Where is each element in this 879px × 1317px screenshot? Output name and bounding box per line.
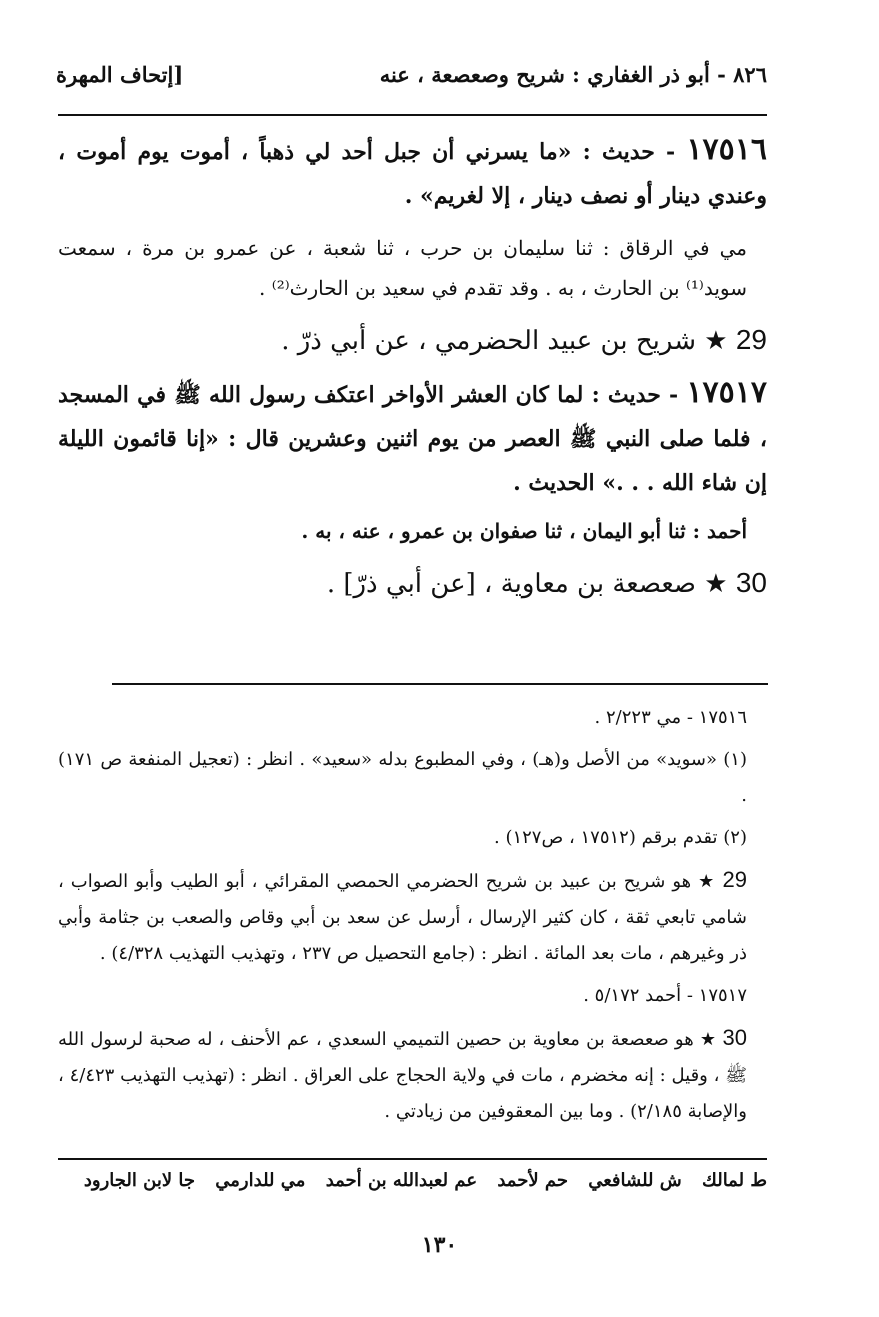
hadith-text: - حديث : لما كان العشر الأواخر اعتكف رسول الله ﷺ في المسجد ، فلما صلى النبي ﷺ العصر من يوم اثنين وعشرين قال : «إنا قائمون الليلة إن شاء الله . . .» الحديث . [58,382,767,496]
page-number: ١٣٠ [421,1232,458,1258]
hadith-number: ١٧٥١٦ [686,132,767,167]
header-book-title: [إتحاف المهرة [56,62,184,87]
narrator-name: صعصعة بن معاوية ، [عن أبي ذرّ] . [326,569,696,599]
legend-rule [58,1158,767,1160]
footnote-number: 29 [722,867,747,892]
hadith-number: ١٧٥١٧ [686,375,767,410]
legend-item: حم لأحمد [497,1170,568,1191]
abbreviation-legend [58,1170,767,1191]
hadith-17517 [58,371,767,505]
hadith-17516 [58,128,767,218]
hadith-isnad: مي في الرقاق : ثنا سليمان بن حرب ، ثنا شعبة ، عن عمرو بن مرة ، سمعت سويد⁽¹⁾ بن الحارث ، به . وقد تقدم في سعيد بن الحارث⁽²⁾ . [58,236,747,300]
footnote-number: 30 [722,1025,747,1050]
star-icon: ★ [704,569,728,599]
footnotes [58,700,767,1136]
narrator-number: 29 [735,324,767,355]
narrator-heading-29 [58,312,767,369]
legend-item: مي للدارمي [215,1170,306,1191]
footnote-2: (٢) تقدم برقم (١٧٥١٢ ، ص١٢٧) . [494,827,747,848]
header-rule [58,114,767,116]
legend-item: ش للشافعي [588,1170,682,1191]
footnote-source: ١٧٥١٦ - مي ٢/٢٢٣ . [594,707,747,728]
legend-item: عم لعبدالله بن أحمد [325,1170,478,1191]
hadith-text: - حديث : «ما يسرني أن جبل أحد لي ذهباً ، أموت يوم أموت ، وعندي دينار أو نصف دينار ، إلا لغريم» . [58,139,767,209]
footnote-narrator-30 [58,1020,767,1130]
hadith-isnad: أحمد : ثنا أبو اليمان ، ثنا صفوان بن عمرو ، عنه ، به . [301,519,747,543]
narrator-name: شريح بن عبيد الحضرمي ، عن أبي ذرّ . [281,326,696,356]
narrator-number: 30 [735,567,767,598]
footnote-1: (١) «سويد» من الأصل و(هـ) ، وفي المطبوع بدله «سعيد» . انظر : (تعجيل المنفعة ص ١٧١) . [58,749,747,806]
legend-item: ط لمالك [702,1170,767,1191]
star-icon: ★ [699,1029,717,1050]
footnote-source: ١٧٥١٧ - أحمد ٥/١٧٢ . [583,985,747,1006]
footnote-text: هو صعصعة بن معاوية بن حصين التميمي السعدي ، عم الأحنف ، له صحبة لرسول الله ﷺ ، وقيل : إنه مخضرم ، مات في ولاية الحجاج على العراق . انظر : (تهذيب التهذيب ٤/٤٢٣ ، والإصابة ٢/١٨٥) . وما بين المعقوفين من زيادتي . [58,1029,747,1122]
running-header [56,62,767,102]
star-icon: ★ [698,871,716,892]
star-icon: ★ [704,326,728,356]
footnote-text: هو شريح بن عبيد بن شريح الحضرمي الحمصي المقرائي ، أبو الطيب وأبو الصواب ، شامي تابعي ثقة ، كان كثير الإرسال ، أرسل عن سعد بن أبي وقاص والصعب بن جثامة وأبي ذر وغيرهم ، مات بعد المائة . انظر : (جامع التحصيل ص ٢٣٧ ، وتهذيب التهذيب ٤/٣٢٨) . [58,871,747,964]
footnote-rule [112,683,768,685]
legend-item: جا لابن الجارود [83,1170,195,1191]
main-text [58,128,767,614]
footnote-narrator-29 [58,862,767,972]
header-chapter-title: ٨٢٦ - أبو ذر الغفاري : شريح وصعصعة ، عنه [379,62,767,87]
narrator-heading-30 [58,555,767,612]
